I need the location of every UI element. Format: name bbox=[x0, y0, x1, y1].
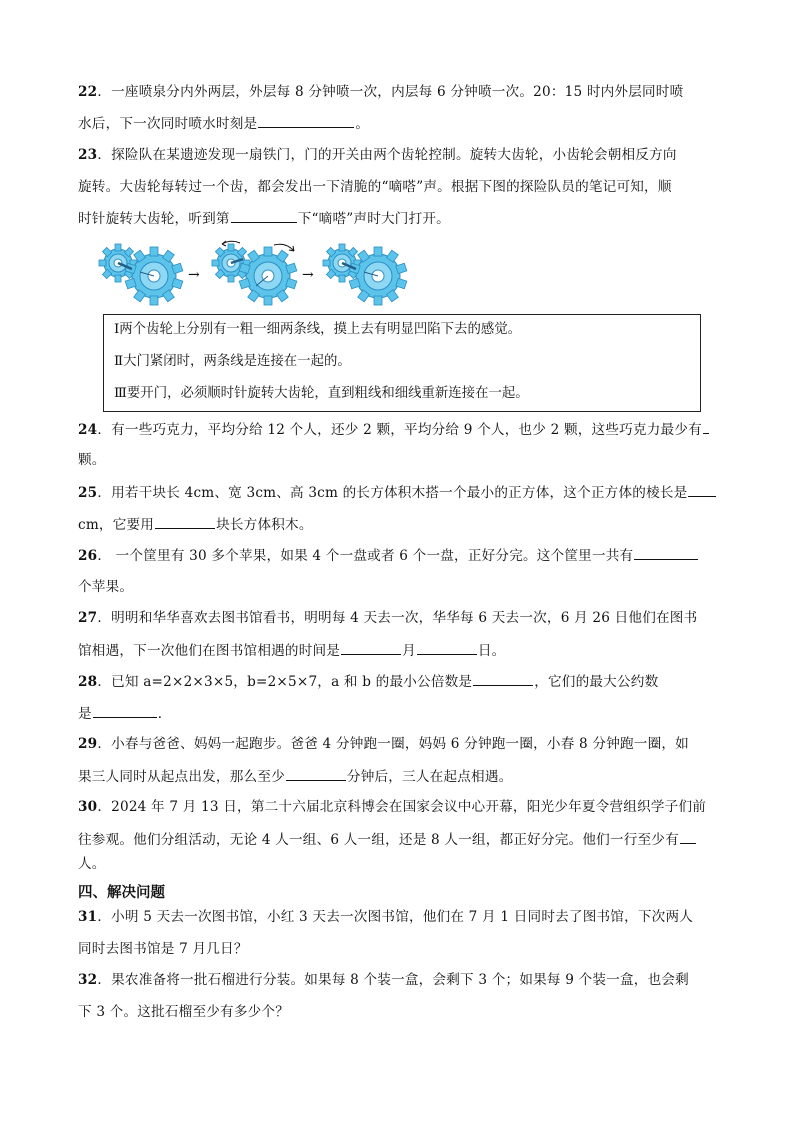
q31-text1: ．小明 5 天去一次图书馆，小红 3 天去一次图书馆，他们在 7 月 1 日同时去了图书馆，下次两人 bbox=[97, 909, 694, 925]
q29-text3: 分钟后，三人在起点相遇。 bbox=[346, 769, 513, 785]
q25-number: 25 bbox=[78, 485, 98, 501]
q28-line2 bbox=[78, 703, 172, 724]
gear-diagram bbox=[98, 238, 414, 308]
q28-text2: ，它们的最大公约数 bbox=[534, 674, 659, 690]
gear-stage-1 bbox=[99, 244, 183, 305]
explorer-notes-box bbox=[103, 314, 701, 412]
q25-answer-blank-2[interactable] bbox=[155, 514, 215, 529]
q27-text2: 馆相遇，下一次他们在图书馆相遇的时间是 bbox=[78, 643, 341, 659]
q23-text3: 时针旋转大齿轮，听到第 bbox=[78, 211, 230, 227]
q26-line2 bbox=[78, 577, 133, 597]
section-heading: 四、解决问题 bbox=[78, 885, 165, 901]
q32-number: 32 bbox=[78, 972, 98, 988]
q23-text1: ．探险队在某遗迹发现一扇铁门，门的开关由两个齿轮控制。旋转大齿轮，小齿轮会朝相反方向 bbox=[97, 147, 677, 163]
q26-number: 26 bbox=[78, 548, 98, 564]
q32-line1 bbox=[78, 970, 689, 990]
q27-line1 bbox=[78, 608, 697, 628]
q22-answer-blank[interactable] bbox=[258, 113, 354, 128]
q23-line1 bbox=[78, 145, 677, 165]
q32-text1: ．果农准备将一批石榴进行分装。如果每 8 个装一盒，会剩下 3 个；如果每 9 个装一盒，也会剩 bbox=[97, 972, 689, 988]
q29-answer-blank[interactable] bbox=[286, 766, 346, 781]
gear-stage-3 bbox=[323, 244, 407, 305]
q30-text1: ．2024 年 7 月 13 日，第二十六届北京科博会在国家会议中心开幕，阳光少年夏令营组织学子们前 bbox=[97, 799, 707, 815]
q25-text1: ．用若干块长 4cm、宽 3cm、高 3cm 的长方体积木搭一个最小的正方体，这个正方体的棱长是 bbox=[97, 485, 688, 501]
q28-lcm-blank[interactable] bbox=[473, 671, 533, 686]
q30-line3 bbox=[78, 854, 106, 874]
q30-answer-blank[interactable] bbox=[680, 829, 696, 844]
q26-text1: ． 一个筐里有 30 多个苹果，如果 4 个一盘或者 6 个一盘，正好分完。这个筐里一共有 bbox=[97, 548, 634, 564]
q28-gcd-blank[interactable] bbox=[93, 703, 157, 718]
q27-text1: ．明明和华华喜欢去图书馆看书，明明每 4 天去一次，华华每 6 天去一次，6 月 26 日他们在图书 bbox=[97, 610, 698, 626]
note-2: Ⅱ大门紧闭时，两条线是连接在一起的。 bbox=[114, 354, 351, 369]
q25-answer-blank-1[interactable] bbox=[688, 482, 716, 497]
q28-line1 bbox=[78, 671, 658, 692]
q26-answer-blank[interactable] bbox=[634, 545, 698, 560]
q27-month-blank[interactable] bbox=[341, 640, 401, 655]
q24-answer-blank[interactable] bbox=[703, 419, 709, 434]
q27-text3: 月 bbox=[402, 643, 416, 659]
q27-line2 bbox=[78, 640, 505, 661]
q30-text2: 往参观。他们分组活动，无论 4 人一组、6 人一组，还是 8 人一组，都正好分完。他们一行至少有 bbox=[78, 832, 679, 848]
q29-number: 29 bbox=[78, 736, 98, 752]
q25-line1 bbox=[78, 482, 717, 503]
q28-number: 28 bbox=[78, 674, 98, 690]
q27-number: 27 bbox=[78, 610, 98, 626]
q30-text3: 人。 bbox=[78, 856, 106, 872]
q31-line1 bbox=[78, 907, 693, 927]
q32-text2: 下 3 个。这批石榴至少有多少个？ bbox=[78, 1004, 290, 1020]
q22-number: 22 bbox=[78, 84, 98, 100]
note-3: Ⅲ要开门，必须顺时针旋转大齿轮，直到粗线和细线重新连接在一起。 bbox=[114, 386, 529, 401]
q27-text4: 日。 bbox=[477, 643, 506, 659]
q23-answer-blank[interactable] bbox=[231, 208, 297, 223]
q23-number: 23 bbox=[78, 147, 98, 163]
q22-text2: 水后，下一次同时喷水时刻是 bbox=[78, 116, 258, 132]
q22-text1: ．一座喷泉分内外两层，外层每 8 分钟喷一次，内层每 6 分钟喷一次。20：15 时内外层同时喷 bbox=[97, 84, 684, 100]
q22-line2 bbox=[78, 113, 369, 134]
gear-stage-2 bbox=[212, 241, 297, 305]
q24-text1: ．有一些巧克力，平均分给 12 个人，还少 2 颗，平均分给 9 个人，也少 2 颗，这些巧克力最少有 bbox=[97, 422, 702, 438]
q24-line1 bbox=[78, 419, 710, 440]
q23-text4: 下“嘀嗒”声时大门打开。 bbox=[297, 211, 450, 227]
q29-line1 bbox=[78, 734, 689, 754]
q26-text2: 个苹果。 bbox=[78, 579, 134, 595]
q23-text2: 旋转。大齿轮每转过一个齿，都会发出一下清脆的“嘀嗒”声。根据下图的探险队员的笔记可知，顺 bbox=[78, 179, 672, 195]
q22-line1 bbox=[78, 82, 683, 102]
note-1: Ⅰ两个齿轮上分别有一粗一细两条线，摸上去有明显凹陷下去的感觉。 bbox=[114, 322, 522, 337]
q25-text2: cm，它要用 bbox=[78, 517, 155, 533]
q31-text2: 同时去图书馆是 7 月几日？ bbox=[78, 941, 248, 957]
q25-line2 bbox=[78, 514, 313, 535]
q30-line1 bbox=[78, 797, 706, 817]
q23-line2 bbox=[78, 177, 672, 197]
q28-text3: 是 bbox=[78, 706, 92, 722]
q29-text1: ．小春与爸爸、妈妈一起跑步。爸爸 4 分钟跑一圈，妈妈 6 分钟跑一圈，小春 8 分钟跑一圈，如 bbox=[97, 736, 689, 752]
q28-text4: ． bbox=[157, 706, 172, 722]
q32-line2 bbox=[78, 1002, 289, 1022]
q29-text2: 果三人同时从起点出发，那么至少 bbox=[78, 769, 285, 785]
arrow-1: → bbox=[188, 267, 200, 283]
q26-line1 bbox=[78, 545, 699, 566]
arrow-2: → bbox=[302, 267, 314, 283]
q30-number: 30 bbox=[78, 799, 98, 815]
q23-line3 bbox=[78, 208, 450, 229]
q27-day-blank[interactable] bbox=[417, 640, 477, 655]
q29-line2 bbox=[78, 766, 512, 787]
q22-text3: 。 bbox=[355, 116, 370, 132]
q24-number: 24 bbox=[78, 422, 98, 438]
q28-text1: ．已知 a=2×2×3×5，b=2×5×7，a 和 b 的最小公倍数是 bbox=[97, 674, 473, 690]
q25-text3: 块长方体积木。 bbox=[216, 517, 313, 533]
q24-text2: 颗。 bbox=[78, 452, 106, 468]
q31-line2 bbox=[78, 939, 248, 959]
q24-line2 bbox=[78, 450, 106, 470]
q31-number: 31 bbox=[78, 909, 98, 925]
q30-line2 bbox=[78, 829, 697, 850]
